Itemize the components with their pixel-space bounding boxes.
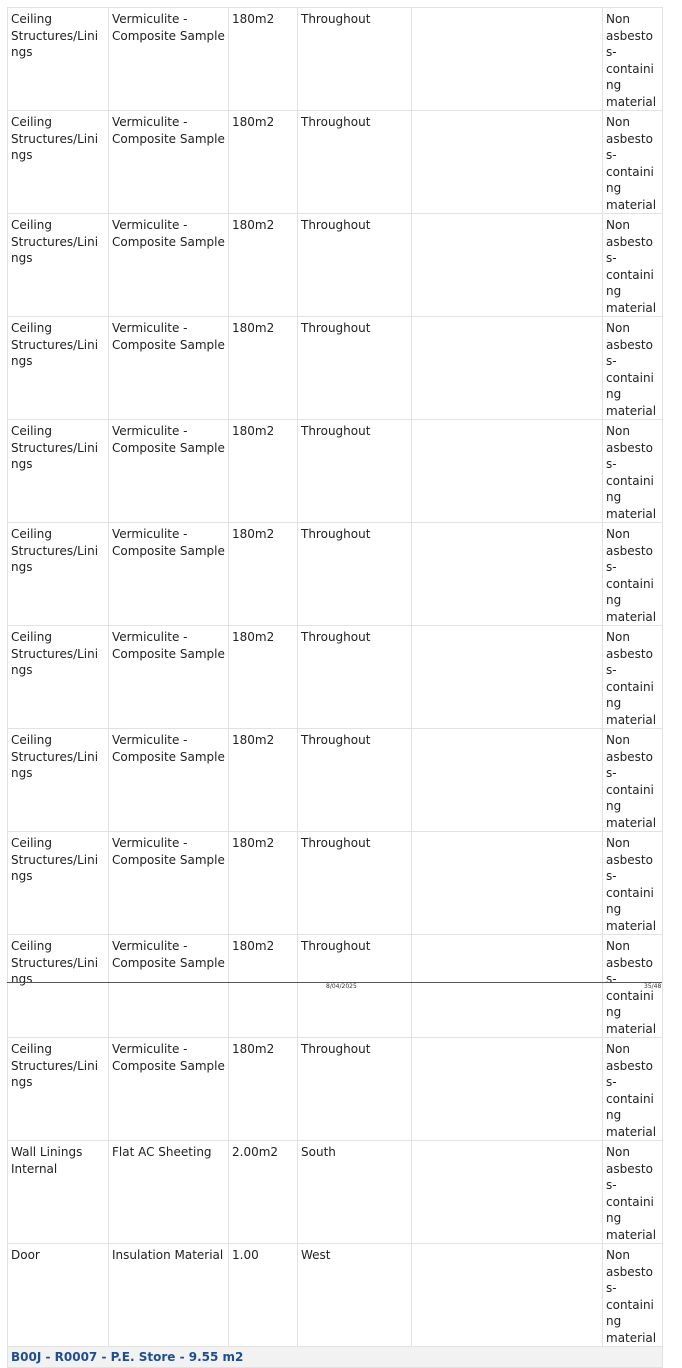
element-cell: Ceiling Structures/Linings xyxy=(8,626,109,729)
notes-cell xyxy=(412,1244,603,1347)
result-cell: Non asbestos-containing material xyxy=(603,1244,663,1347)
location-cell: Throughout xyxy=(298,8,412,111)
location-cell: Throughout xyxy=(298,317,412,420)
notes-cell xyxy=(412,317,603,420)
location-cell: Throughout xyxy=(298,729,412,832)
extent-cell: 2.00m2 xyxy=(229,1141,298,1244)
extent-cell: 180m2 xyxy=(229,626,298,729)
result-cell: Non asbestos-containing material xyxy=(603,729,663,832)
material-cell: Vermiculite - Composite Sample xyxy=(109,317,229,420)
table-row xyxy=(8,1038,663,1141)
table-row xyxy=(8,1141,663,1244)
extent-cell: 180m2 xyxy=(229,111,298,214)
notes-cell xyxy=(412,935,603,1038)
notes-cell xyxy=(412,8,603,111)
element-cell: Ceiling Structures/Linings xyxy=(8,935,109,1038)
notes-cell xyxy=(412,832,603,935)
table-row xyxy=(8,729,663,832)
location-cell: Throughout xyxy=(298,214,412,317)
table-row xyxy=(8,214,663,317)
result-cell: Non asbestos-containing material xyxy=(603,832,663,935)
table-row xyxy=(8,523,663,626)
material-cell: Vermiculite - Composite Sample xyxy=(109,832,229,935)
element-cell: Ceiling Structures/Linings xyxy=(8,214,109,317)
material-cell: Vermiculite - Composite Sample xyxy=(109,214,229,317)
table-row xyxy=(8,111,663,214)
location-cell: West xyxy=(298,1244,412,1347)
result-cell: Non asbestos-containing material xyxy=(603,420,663,523)
extent-cell: 180m2 xyxy=(229,214,298,317)
notes-cell xyxy=(412,214,603,317)
material-cell: Flat AC Sheeting xyxy=(109,1141,229,1244)
location-cell: Throughout xyxy=(298,420,412,523)
footer-date: 8/04/2025 xyxy=(326,983,357,990)
table-row xyxy=(8,1244,663,1347)
location-cell: Throughout xyxy=(298,832,412,935)
location-cell: Throughout xyxy=(298,1038,412,1141)
result-cell: Non asbestos-containing material xyxy=(603,214,663,317)
notes-cell xyxy=(412,523,603,626)
location-cell: Throughout xyxy=(298,626,412,729)
table-row xyxy=(8,832,663,935)
table-row xyxy=(8,420,663,523)
element-cell: Ceiling Structures/Linings xyxy=(8,729,109,832)
extent-cell: 180m2 xyxy=(229,832,298,935)
section-heading: B00J - R0007 - P.E. Store - 9.55 m2 xyxy=(8,1347,663,1368)
table-row xyxy=(8,317,663,420)
notes-cell xyxy=(412,1038,603,1141)
notes-cell xyxy=(412,420,603,523)
extent-cell: 1.00 xyxy=(229,1244,298,1347)
material-cell: Vermiculite - Composite Sample xyxy=(109,111,229,214)
extent-cell: 180m2 xyxy=(229,1038,298,1141)
location-cell: Throughout xyxy=(298,523,412,626)
material-cell: Vermiculite - Composite Sample xyxy=(109,420,229,523)
table-row xyxy=(8,626,663,729)
location-cell: Throughout xyxy=(298,111,412,214)
material-cell: Vermiculite - Composite Sample xyxy=(109,935,229,1038)
element-cell: Door xyxy=(8,1244,109,1347)
element-cell: Ceiling Structures/Linings xyxy=(8,111,109,214)
notes-cell xyxy=(412,111,603,214)
extent-cell: 180m2 xyxy=(229,8,298,111)
result-cell: Non asbestos-containing material xyxy=(603,111,663,214)
location-cell: Throughout xyxy=(298,935,412,1038)
notes-cell xyxy=(412,729,603,832)
element-cell: Ceiling Structures/Linings xyxy=(8,1038,109,1141)
material-cell: Vermiculite - Composite Sample xyxy=(109,626,229,729)
notes-cell xyxy=(412,1141,603,1244)
element-cell: Ceiling Structures/Linings xyxy=(8,8,109,111)
extent-cell: 180m2 xyxy=(229,317,298,420)
location-cell: South xyxy=(298,1141,412,1244)
extent-cell: 180m2 xyxy=(229,420,298,523)
material-cell: Vermiculite - Composite Sample xyxy=(109,8,229,111)
result-cell: Non asbestos-containing material xyxy=(603,626,663,729)
element-cell: Ceiling Structures/Linings xyxy=(8,523,109,626)
register-table xyxy=(7,7,663,1368)
result-cell: Non asbestos-containing material xyxy=(603,8,663,111)
material-cell: Vermiculite - Composite Sample xyxy=(109,523,229,626)
element-cell: Ceiling Structures/Linings xyxy=(8,420,109,523)
extent-cell: 180m2 xyxy=(229,523,298,626)
extent-cell: 180m2 xyxy=(229,729,298,832)
element-cell: Ceiling Structures/Linings xyxy=(8,317,109,420)
result-cell: Non asbestos-containing material xyxy=(603,935,663,1038)
material-cell: Vermiculite - Composite Sample xyxy=(109,729,229,832)
material-cell: Vermiculite - Composite Sample xyxy=(109,1038,229,1141)
extent-cell: 180m2 xyxy=(229,935,298,1038)
result-cell: Non asbestos-containing material xyxy=(603,523,663,626)
table-row xyxy=(8,8,663,111)
result-cell: Non asbestos-containing material xyxy=(603,317,663,420)
section-heading-row xyxy=(8,1347,663,1368)
element-cell: Wall Linings Internal xyxy=(8,1141,109,1244)
register-table-body xyxy=(8,8,663,1368)
notes-cell xyxy=(412,626,603,729)
footer-page-number: 35/48 xyxy=(644,983,662,990)
result-cell: Non asbestos-containing material xyxy=(603,1038,663,1141)
result-cell: Non asbestos-containing material xyxy=(603,1141,663,1244)
element-cell: Ceiling Structures/Linings xyxy=(8,832,109,935)
material-cell: Insulation Material xyxy=(109,1244,229,1347)
